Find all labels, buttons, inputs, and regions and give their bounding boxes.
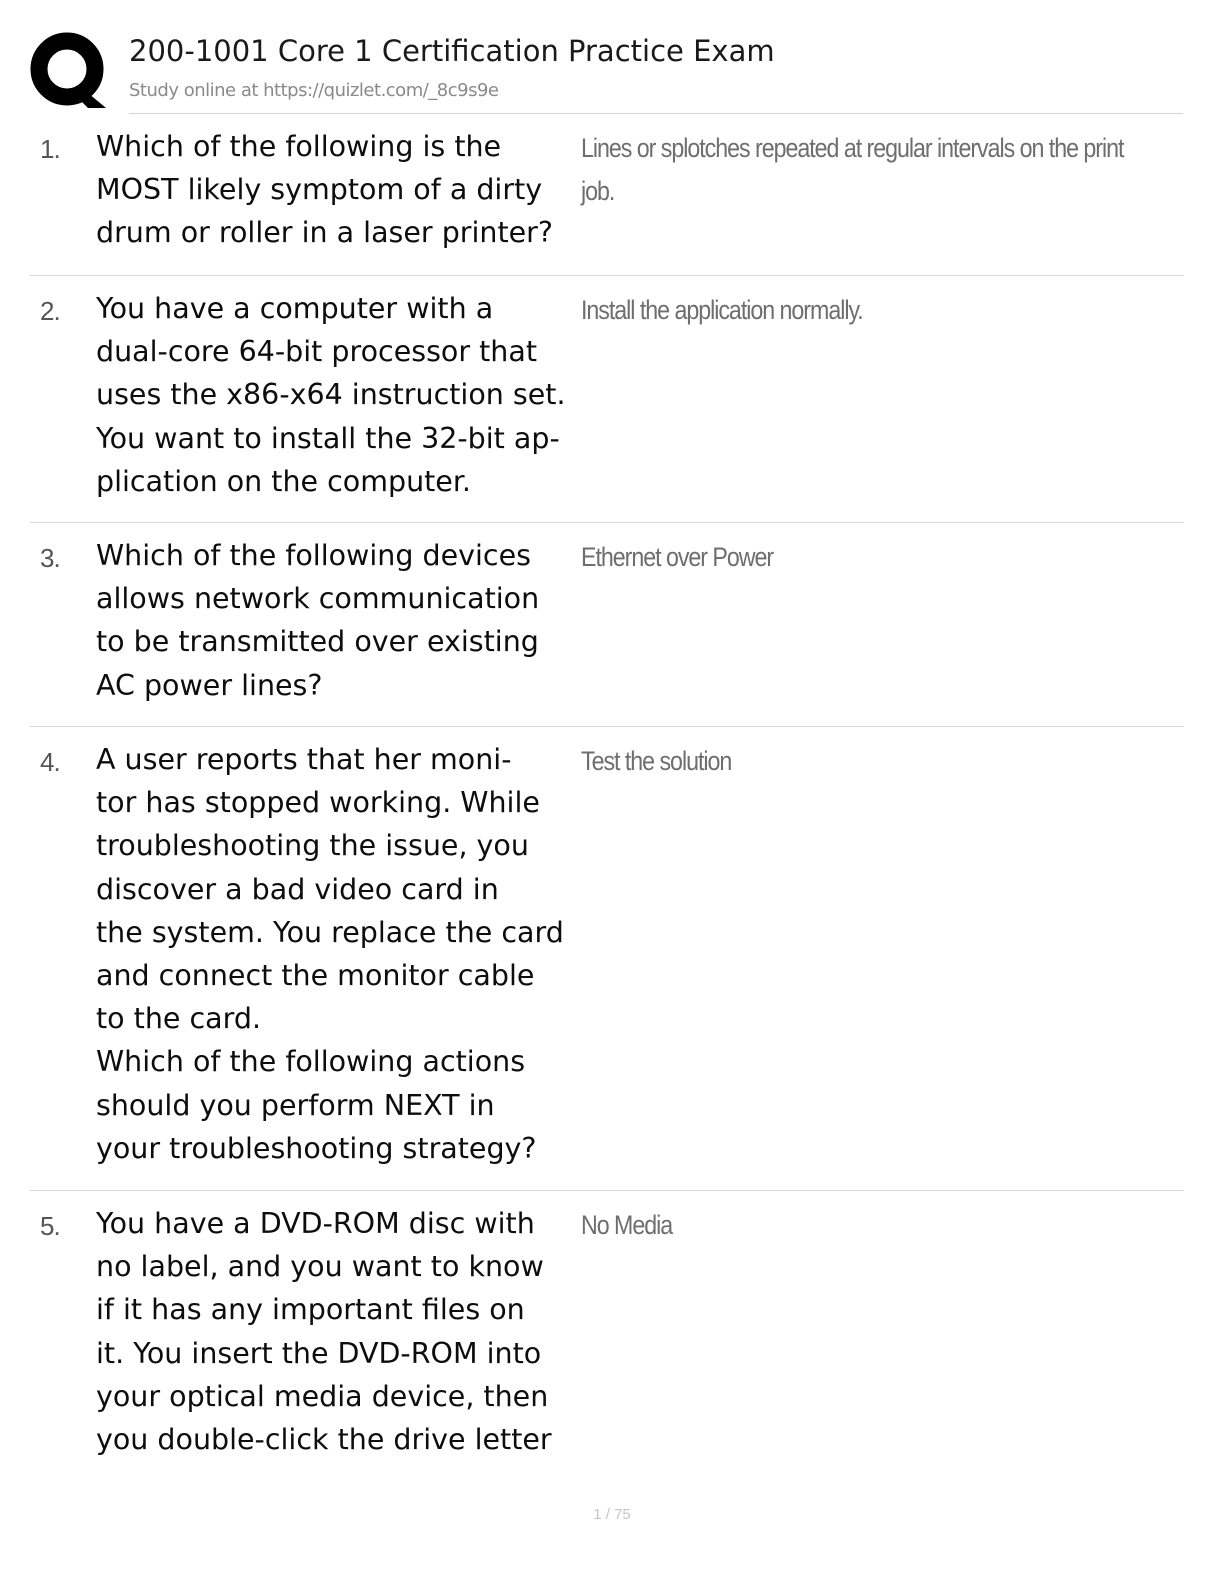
definition-line: Test the solution [581, 746, 732, 776]
term-line: You have a computer with a [96, 292, 494, 325]
card-term [96, 287, 586, 503]
flashcard-5 [30, 1191, 1184, 1471]
card-term [96, 1202, 586, 1461]
card-number: 2. [40, 296, 60, 326]
term-line: plication on the computer. [96, 464, 471, 498]
term-line: tor has stopped working. While [96, 786, 540, 820]
term-line: A user reports that her moni- [96, 743, 512, 776]
card-definition [581, 740, 1097, 783]
term-line: to be transmitted over existing [96, 625, 539, 659]
definition-line: No Media [581, 1210, 673, 1240]
definition-line: job. [581, 176, 615, 207]
term-line: Which of the following is the [96, 130, 502, 163]
term-line: no label, and you want to know [96, 1250, 544, 1284]
term-line: Which of the following actions [96, 1045, 526, 1079]
term-line: Which of the following devices [96, 539, 531, 572]
term-line: troubleshooting the issue, you [96, 829, 529, 863]
flashcard-list [30, 114, 1184, 1471]
flashcard-3 [30, 523, 1184, 727]
flashcard-2 [30, 276, 1184, 523]
term-line: and connect the monitor cable [96, 959, 535, 993]
card-number: 3. [40, 543, 60, 573]
term-line: allows network communication [96, 582, 540, 616]
term-line: drum or roller in a laser printer? [96, 216, 554, 250]
card-term [96, 534, 586, 707]
term-line: the system. You replace the card [96, 915, 564, 949]
term-line: your optical media device, then [96, 1379, 549, 1413]
card-term [96, 738, 586, 1170]
term-line: it. You insert the DVD-ROM into [96, 1336, 542, 1370]
term-line: to the card. [96, 1002, 262, 1036]
card-definition [581, 1204, 1097, 1247]
card-definition [581, 127, 1124, 213]
definition-line: Install the application normally. [581, 295, 863, 325]
document-title: 200-1001 Core 1 Certification Practice Exam [129, 34, 775, 68]
card-number: 4. [40, 747, 60, 777]
term-line: You want to install the 32-bit ap- [96, 421, 560, 455]
flashcard-1 [30, 114, 1184, 276]
definition-line: Lines or splotches repeated at regular intervals on the print [581, 133, 1124, 163]
card-definition [581, 289, 1097, 332]
term-line: your troubleshooting strategy? [96, 1131, 537, 1165]
term-line: dual-core 64-bit processor that [96, 335, 538, 369]
card-term [96, 125, 586, 255]
term-line: MOST likely symptom of a dirty [96, 173, 543, 207]
quizlet-logo-icon [30, 30, 110, 110]
page-number: 1 / 75 [593, 1506, 631, 1523]
card-number: 5. [40, 1211, 60, 1241]
document-subtitle: Study online at https://quizlet.com/_8c9s9e [129, 80, 499, 101]
term-line: should you perform NEXT in [96, 1088, 495, 1122]
card-definition [581, 536, 1097, 579]
term-line: if it has any important files on [96, 1293, 525, 1327]
definition-line: Ethernet over Power [581, 542, 774, 572]
document-header [30, 30, 1190, 114]
term-line: You have a DVD-ROM disc with [96, 1207, 535, 1240]
flashcard-4 [30, 727, 1184, 1191]
term-line: discover a bad video card in [96, 872, 499, 906]
term-line: you double-click the drive letter [96, 1423, 552, 1457]
term-line: uses the x86-x64 instruction set. [96, 378, 566, 412]
term-line: AC power lines? [96, 668, 323, 702]
card-number: 1. [40, 134, 60, 164]
